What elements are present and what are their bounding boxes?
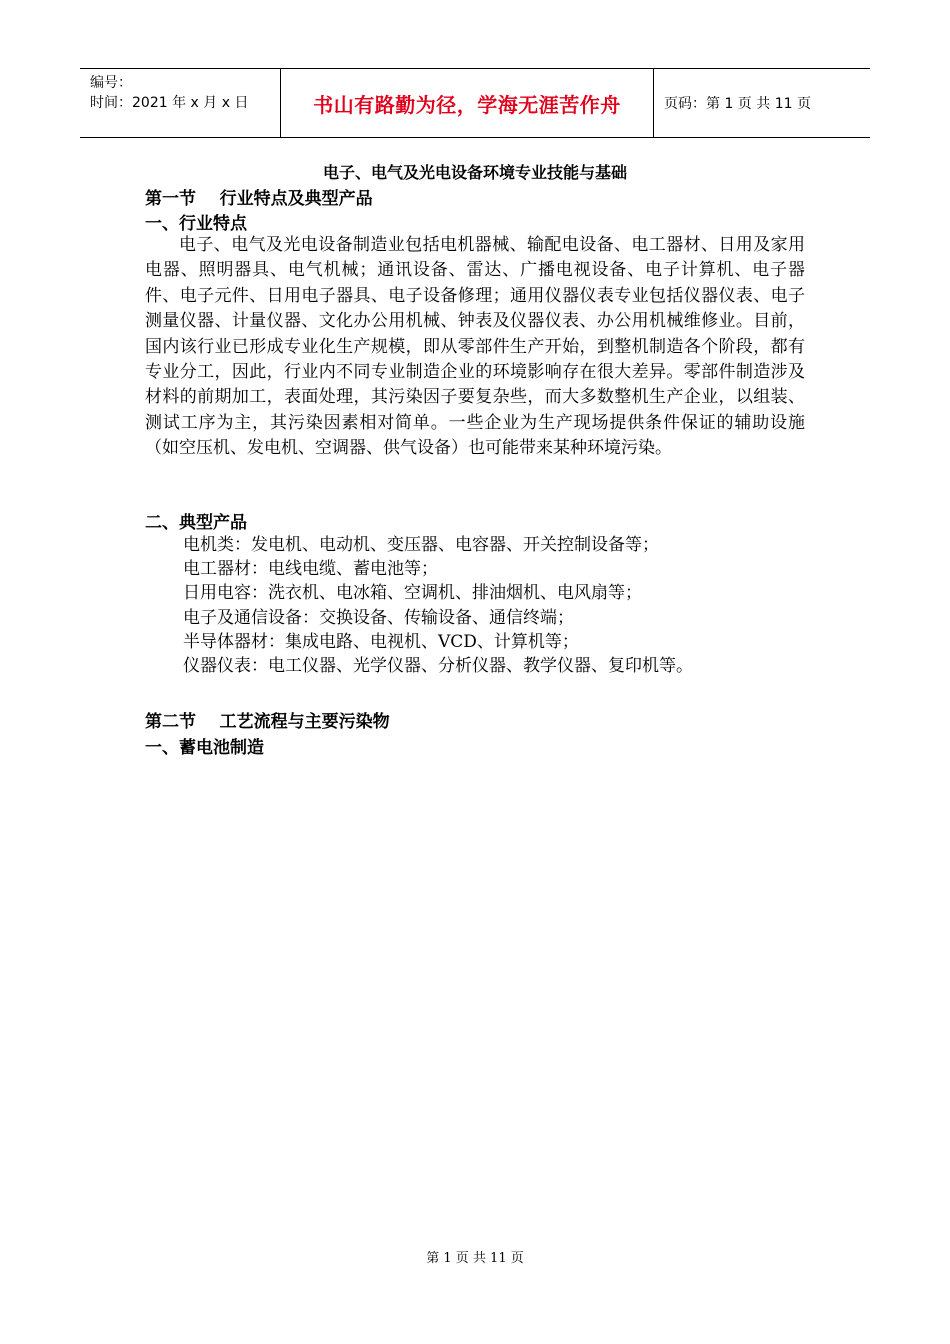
list-item: 半导体器材：集成电路、电视机、VCD、计算机等； (183, 631, 579, 652)
date-label: 时间：2021 年 x 月 x 日 (90, 95, 249, 111)
header-meta (80, 69, 281, 137)
section-1-heading: 第一节 行业特点及典型产品 (145, 189, 373, 209)
product-list (183, 533, 693, 678)
list-item: 电子及通信设备：交换设备、传输设备、通信终端； (183, 607, 574, 628)
page-footer: 第 1 页 共 11 页 (426, 1251, 524, 1266)
list-item: 日用电容：洗衣机、电冰箱、空调机、排油烟机、电风扇等； (183, 583, 642, 604)
list-item: 电机类：发电机、电动机、变压器、电容器、开关控制设备等； (183, 535, 659, 555)
header-motto-cell (281, 69, 654, 137)
section-1-sub-1-heading: 一、行业特点 (145, 214, 247, 234)
list-item: 电工器材：电线电缆、蓄电池等； (183, 559, 438, 580)
page-header (80, 68, 870, 138)
section-1-sub-2-heading: 二、典型产品 (145, 513, 247, 533)
section-2-heading: 第二节 工艺流程与主要污染物 (145, 712, 390, 732)
header-motto: 书山有路勤为径，学海无涯苦作舟 (313, 92, 621, 117)
section-2-sub-1-heading: 一、蓄电池制造 (145, 738, 264, 758)
document-title: 电子、电气及光电设备环境专业技能与基础 (322, 163, 627, 182)
header-page-info: 页码：第 1 页 共 11 页 (664, 96, 811, 112)
header-page-cell (654, 69, 870, 137)
list-item: 仪器仪表：电工仪器、光学仪器、分析仪器、教学仪器、复印机等。 (183, 656, 693, 677)
serial-number-label: 编号： (90, 75, 132, 91)
industry-features-paragraph: 电子、电气及光电设备制造业包括电机器械、输配电设备、电工器材、日用及家用电器、照明器具、电气机械；通讯设备、雷达、广播电视设备、电子计算机、电子器件、电子元件、日用电子器具、电子设备修理；通用仪器仪表专业包括仪器仪表、电子测量仪器、计量仪器、文化办公用机械、钟表及仪器仪表、办公用机械维修业。目前，国内该行业已形成专业化生产规模，即从零部件生产开始，到整机制造各个阶段，都有专业分工，因此，行业内不同专业制造企业的环境影响存在很大差异。零部件制造涉及材料的前期加工，表面处理，其污染因子要复杂些，而大多数整机生产企业，以组装、测试工序为主，其污染因素相对简单。一些企业为生产现场提供条件保证的辅助设施（如空压机、发电机、空调器、供气设备）也可能带来某种环境污染。 (145, 235, 805, 459)
